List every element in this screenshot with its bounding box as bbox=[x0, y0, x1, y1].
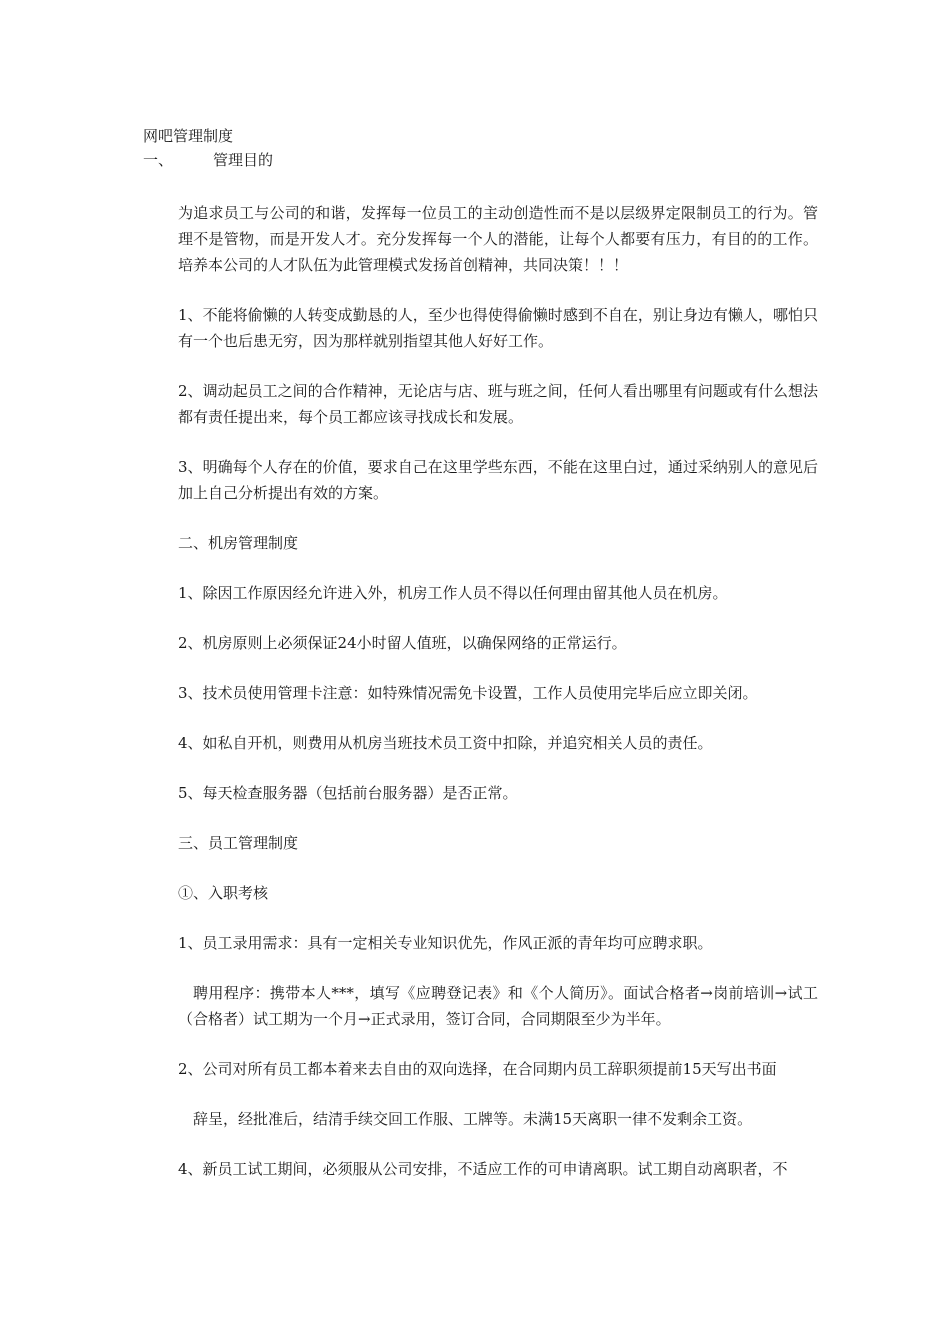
machine-room-rule-1: 1、除因工作原因经允许进入外，机房工作人员不得以任何理由留其他人员在机房。 bbox=[178, 584, 728, 602]
section-heading-purpose bbox=[143, 150, 273, 170]
staff-rule-1: 1、员工录用需求：具有一定相关专业知识优先，作风正派的青年均可应聘求职。 bbox=[178, 934, 713, 952]
resignation-note: 辞呈，经批准后，结清手续交回工作服、工牌等。未满15天离职一律不发剩余工资。 bbox=[193, 1110, 753, 1128]
subsection-heading-onboarding: ①、入职考核 bbox=[178, 884, 269, 902]
section-heading-machine-room: 二、机房管理制度 bbox=[178, 534, 299, 552]
hiring-procedure: 聘用程序：携带本人***，填写《应聘登记表》和《个人简历》。面试合格者→岗前培训→试工（合格者）试工期为一个月→正式录用，签订合同，合同期限至少为半年。 bbox=[178, 984, 818, 1028]
staff-rule-4: 4、新员工试工期间，必须服从公司安排，不适应工作的可申请离职。试工期自动离职者，不 bbox=[178, 1160, 788, 1178]
section-heading-staff: 三、员工管理制度 bbox=[178, 834, 299, 852]
machine-room-rule-2: 2、机房原则上必须保证24小时留人值班，以确保网络的正常运行。 bbox=[178, 634, 627, 652]
machine-room-rule-3: 3、技术员使用管理卡注意：如特殊情况需免卡设置，工作人员使用完毕后应立即关闭。 bbox=[178, 684, 758, 702]
section-title: 管理目的 bbox=[213, 151, 274, 169]
purpose-item-2: 2、调动起员工之间的合作精神，无论店与店、班与班之间，任何人看出哪里有问题或有什么想法都有责任提出来，每个员工都应该寻找成长和发展。 bbox=[178, 382, 818, 426]
document-body bbox=[178, 200, 818, 1206]
document-title: 网吧管理制度 bbox=[143, 127, 234, 145]
machine-room-rule-4: 4、如私自开机，则费用从机房当班技术员工资中扣除，并追究相关人员的责任。 bbox=[178, 734, 713, 752]
intro-paragraph: 为追求员工与公司的和谐，发挥每一位员工的主动创造性而不是以层级界定限制员工的行为。管理不是管物，而是开发人才。充分发挥每一个人的潜能，让每个人都要有压力，有目的的工作。培养本公司的人才队伍为此管理模式发扬首创精神，共同决策！！！ bbox=[178, 204, 818, 274]
machine-room-rule-5: 5、每天检查服务器（包括前台服务器）是否正常。 bbox=[178, 784, 518, 802]
staff-rule-2: 2、公司对所有员工都本着来去自由的双向选择，在合同期内员工辞职须提前15天写出书面 bbox=[178, 1060, 777, 1078]
purpose-item-3: 3、明确每个人存在的价值，要求自己在这里学些东西，不能在这里白过，通过采纳别人的意见后加上自己分析提出有效的方案。 bbox=[178, 458, 818, 502]
section-number: 一、 bbox=[143, 151, 174, 169]
purpose-item-1: 1、不能将偷懒的人转变成勤恳的人，至少也得使得偷懒时感到不自在，别让身边有懒人，哪怕只有一个也后患无穷，因为那样就别指望其他人好好工作。 bbox=[178, 306, 818, 350]
